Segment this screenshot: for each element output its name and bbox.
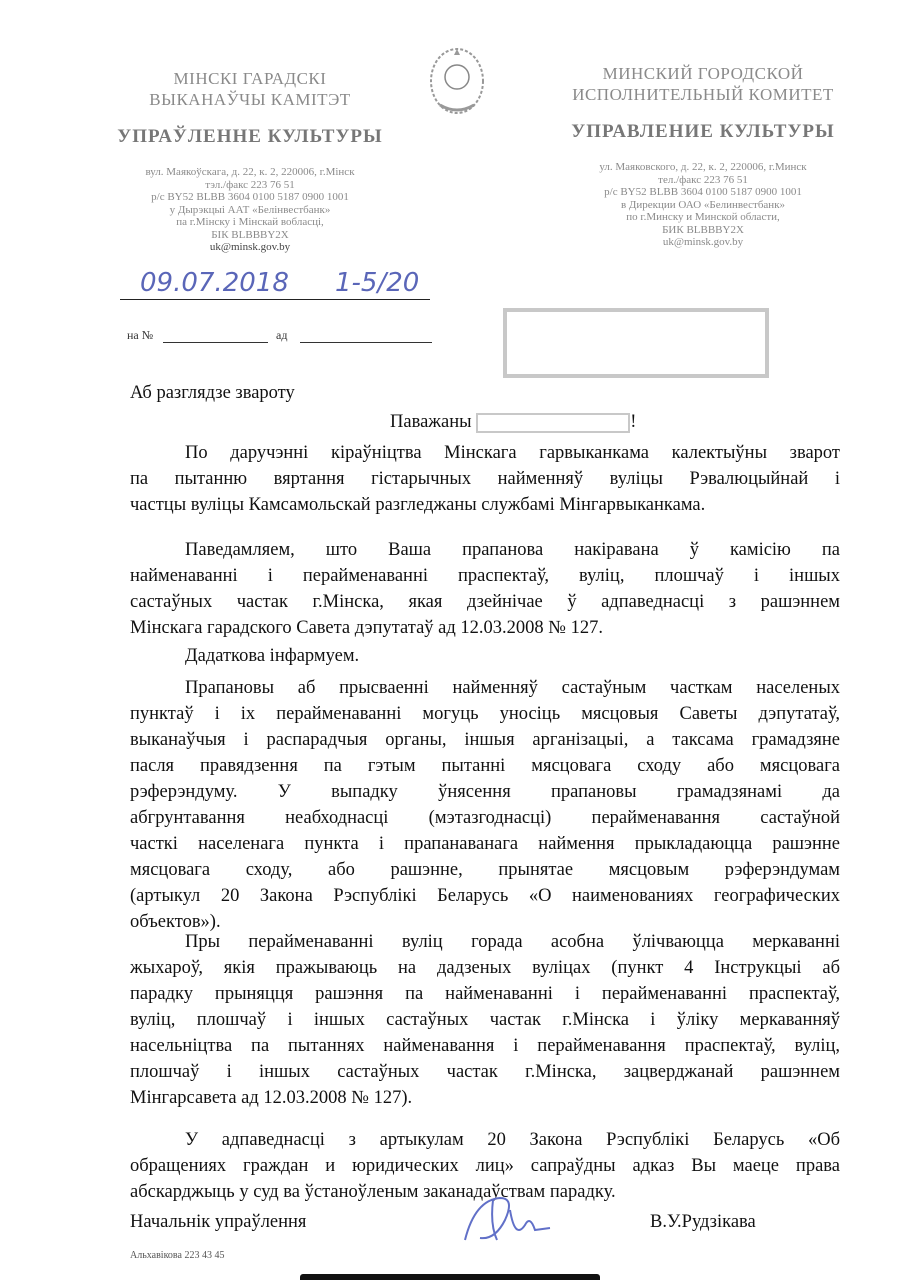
redacted-recipient-address — [503, 308, 769, 378]
body-line: мясцовага сходу, або рашэнне, прынятае мясцовым рэферэндумам — [130, 860, 840, 880]
department-name: УПРАЎЛЕННЕ КУЛЬТУРЫ — [117, 126, 383, 147]
signatory-position: Начальнік упраўлення — [130, 1212, 307, 1232]
phone: тел./факс 223 76 51 — [658, 173, 748, 186]
contact-details — [95, 166, 405, 254]
bank-branch: по г.Минску и Минской области, — [626, 211, 780, 223]
body-line: абгрунтавання неабходнасці (мэтазгоднасці) перайменавання састаўной — [130, 808, 840, 828]
body-line: пасля правядзення па гэтым пытанні мясцовага сходу або мясцовага — [130, 756, 840, 776]
bank-name: в Дирекции ОАО «Белинвестбанк» — [620, 198, 786, 211]
body-line: Пры перайменаванні вуліц горада асобна ўлічваюцца меркаванні — [185, 932, 840, 952]
bic: БИК BLBBBY2X — [662, 223, 744, 236]
registration-number: 1-5/20 — [335, 268, 420, 298]
body-line: часткі населенага пункта і прапанаванага наймення прыкладаюцца рашэнне — [130, 834, 840, 854]
reference-date-blank — [300, 342, 432, 343]
body-line: Дадаткова інфармуем. — [185, 646, 360, 666]
reference-date-label: ад — [276, 328, 288, 342]
header-right — [548, 63, 858, 249]
coat-of-arms-emblem — [428, 45, 486, 117]
org-name-line2: ИСПОЛНИТЕЛЬНЫЙ КОМИТЕТ — [572, 85, 834, 104]
body-line: объектов»). — [130, 912, 221, 932]
org-name-line1: МІНСКІ ГАРАДСКІ — [173, 69, 327, 88]
contact-details — [548, 161, 858, 249]
org-name-line2: ВЫКАНАЎЧЫ КАМІТЭТ — [149, 90, 351, 109]
body-line: жыхароў, якія пражываюць на дадзеных вуліцах (пункт 4 Інструкцыі аб — [130, 958, 840, 978]
body-line: Паведамляем, што Ваша прапанова накіравана ў камісію па — [185, 540, 840, 560]
body-line: вуліц, плошчаў і іншых састаўных частак г.Мінска і ўліку меркаванняў — [130, 1010, 840, 1030]
body-line: выканаўчыя і распарадчыя органы, іншыя арганізацыі, а таксама грамадзяне — [130, 730, 840, 750]
bank-branch: па г.Мінску і Мінскай вобласці, — [176, 216, 324, 228]
org-name-line1: МИНСКИЙ ГОРОДСКОЙ — [602, 64, 804, 83]
registration-date: 09.07.2018 — [140, 268, 289, 298]
bank-account: р/с BY52 BLBB 3604 0100 5187 0900 1001 — [604, 186, 802, 198]
bic: БІК BLBBBY2X — [211, 228, 289, 241]
executor-contact: Альхавікова 223 43 45 — [130, 1250, 225, 1261]
reference-number-label: на № — [127, 328, 154, 342]
email: uk@minsk.gov.by — [662, 236, 744, 248]
body-line: парадку прыняцця рашэння па найменаванні і перайменаванні праспектаў, — [130, 984, 840, 1004]
registration-underline — [120, 299, 430, 300]
address: вул. Маякоўскага, д. 22, к. 2, 220006, г.Мінск — [145, 166, 355, 178]
reference-number-blank — [163, 342, 268, 343]
body-line: рэферэндуму. У выпадку ўнясення прапановы грамадзянамі да — [130, 782, 840, 802]
body-line: частцы вуліцы Камсамольскай разгледжаны службамі Мінгарвыканкама. — [130, 495, 706, 515]
greeting — [390, 409, 636, 435]
bank-account: р/с BY52 BLBB 3604 0100 5187 0900 1001 — [151, 191, 349, 203]
scrollbar[interactable] — [300, 1274, 600, 1280]
department-name: УПРАВЛЕНИЕ КУЛЬТУРЫ — [571, 121, 835, 142]
body-line: абскарджыць у суд ва ўстаноўленым заканадаўствам парадку. — [130, 1182, 616, 1202]
greeting-text: Паважаны — [390, 412, 472, 432]
body-line: Прапановы аб прысваенні найменняў састаўным часткам населеных — [185, 678, 840, 698]
body-line: Мінгарсавета ад 12.03.2008 № 127). — [130, 1088, 413, 1108]
body-line: плошчаў і іншых састаўных частак г.Мінска, зацверджанай рашэннем — [130, 1062, 840, 1082]
body-line: обращениях граждан и юридических лиц» сапраўдны адказ Вы маеце права — [130, 1156, 840, 1176]
signatory-name: В.У.Рудзікава — [650, 1212, 756, 1232]
header-left — [95, 68, 405, 254]
body-line: пунктаў і іх перайменаванні могуць уносіць мясцовыя Саветы дэпутатаў, — [130, 704, 840, 724]
bank-name: у Дырэкцыі ААТ «Белінвестбанк» — [169, 203, 331, 216]
body-line: па пытанню вяртання гістарычных найменняў вуліцы Рэвалюцыйнай і — [130, 469, 840, 489]
handwritten-signature — [455, 1190, 565, 1250]
email: uk@minsk.gov.by — [209, 241, 291, 253]
body-line: састаўных частак г.Мінска, якая дзейнічае ў адпаведнасці з рашэннем — [130, 592, 840, 612]
body-line: насельніцтва па пытаннях найменавання і перайменавання праспектаў, вуліц, — [130, 1036, 840, 1056]
body-line: найменаванні і перайменаванні праспектаў, вуліц, плошчаў і іншых — [130, 566, 840, 586]
body-line: Мінскага гарадского Савета дэпутатаў ад 12.03.2008 № 127. — [130, 618, 603, 638]
body-line: (артыкул 20 Закона Рэспублікі Беларусь «О наименованиях географических — [130, 886, 840, 906]
body-line: У адпаведнасці з артыкулам 20 Закона Рэспублікі Беларусь «Об — [185, 1130, 840, 1150]
address: ул. Маяковского, д. 22, к. 2, 220006, г.Минск — [599, 161, 807, 173]
greeting-end: ! — [630, 412, 637, 432]
subject-line: Аб разглядзе звароту — [130, 383, 295, 403]
body-line: По даручэнні кіраўніцтва Мінскага гарвыканкама калектыўны зварот — [185, 443, 840, 463]
redacted-recipient-name — [476, 413, 630, 433]
phone: тэл./факс 223 76 51 — [205, 178, 295, 191]
